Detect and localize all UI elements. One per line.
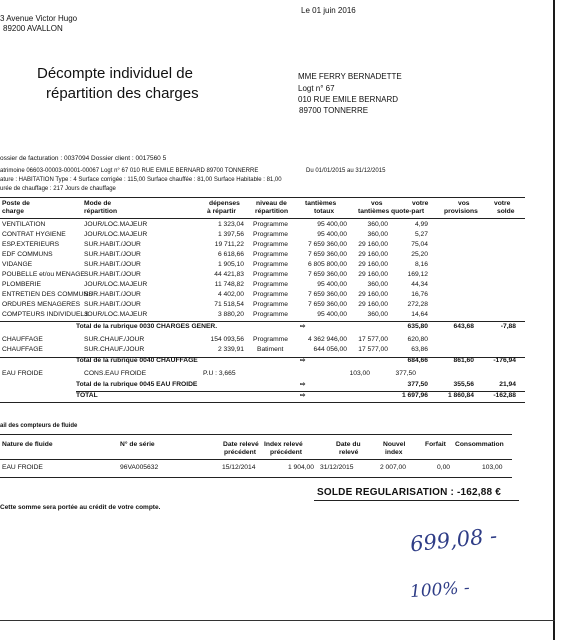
meters-title: ail des compteurs de fluide: [0, 423, 78, 429]
meters-col-date2b: relevé: [339, 449, 359, 456]
row-vos: 29 160,00: [358, 241, 388, 248]
row-vos: 360,00: [367, 281, 388, 288]
row-tantiemes: 4 362 946,00: [307, 336, 347, 343]
row-tantiemes: 95 400,00: [317, 311, 347, 318]
row-depenses: 44 421,83: [214, 271, 244, 278]
grand-total-quotepart: 1 697,96: [401, 392, 428, 399]
row-niveau: Batiment: [257, 346, 284, 353]
row-quotepart: 4,99: [414, 221, 428, 228]
total-0040-label: Total de la rubrique 0040 CHAUFFAGE: [76, 357, 198, 364]
page-bottom-edge: [0, 620, 555, 621]
row-vos: 360,00: [367, 311, 388, 318]
row-depenses: 6 618,66: [217, 251, 244, 258]
row-niveau: Programme: [253, 281, 288, 288]
meter-index2: 2 007,00: [379, 464, 406, 471]
meters-col-serie: N° de série: [120, 441, 155, 448]
meter-date1: 15/12/2014: [222, 464, 256, 471]
col-tantiemes: tantièmes: [305, 200, 337, 207]
col-votre-2: quote-part: [391, 208, 425, 215]
row-depenses: 2 339,91: [217, 346, 244, 353]
row-vos: 29 160,00: [358, 271, 388, 278]
row-quotepart: 5,27: [414, 231, 428, 238]
row-mode: SUR.CHAUF./JOUR: [84, 336, 145, 343]
col-vosprov-2: provisions: [444, 208, 478, 215]
row-poste: CHAUFFAGE: [2, 346, 43, 353]
row-mode: SUR.HABIT./JOUR: [84, 291, 141, 298]
row-quotepart: 14,64: [411, 311, 428, 318]
grand-total-row: [0, 391, 553, 401]
col-votresolde-2: solde: [497, 208, 515, 215]
table-row: [0, 280, 553, 290]
row-poste: EDF COMMUNS: [2, 251, 53, 258]
grand-total-solde: -162,88: [493, 392, 516, 399]
col-poste: Poste de: [2, 200, 30, 207]
sender-address-line2: 89200 AVALLON: [3, 24, 63, 33]
meters-col-date2: Date du: [336, 441, 361, 448]
total-0045-provisions: 355,56: [453, 381, 474, 388]
handwritten-percent: 100% -: [409, 577, 471, 603]
row-niveau: Programme: [253, 291, 288, 298]
row-niveau: Programme: [253, 221, 288, 228]
total-0040-provisions: 861,60: [453, 357, 474, 364]
table-row: [0, 270, 553, 280]
meters-header-2: [0, 448, 553, 458]
meter-index1: 1 904,00: [287, 464, 314, 471]
arrow-icon: ⇨: [300, 392, 306, 399]
sender-address-line1: 3 Avenue Victor Hugo: [0, 14, 78, 23]
col-depenses-2: à répartir: [207, 208, 236, 215]
col-mode: Mode de: [84, 200, 112, 207]
col-mode-2: répartition: [84, 208, 118, 215]
row-niveau: Programme: [253, 231, 288, 238]
nature-info: ature : HABITATION Type : 4 Surface corrigée : 115,00 Surface chauffée : 81,00 Surface Habitable : 81,00: [0, 177, 282, 183]
table-header-2: [0, 207, 553, 217]
row-mode: SUR.HABIT./JOUR: [84, 271, 141, 278]
meter-nature: EAU FROIDE: [2, 464, 43, 471]
solde-underline: [314, 500, 519, 501]
meters-header-rule: [0, 459, 512, 460]
total-0030-label: Total de la rubrique 0030 CHARGES GENER.: [76, 323, 218, 330]
row-poste: VENTILATION: [2, 221, 46, 228]
row-depenses: 1 905,10: [217, 261, 244, 268]
row-depenses: 19 711,22: [214, 241, 244, 248]
row-poste: ORDURES MENAGERES: [2, 301, 81, 308]
row-quotepart: 169,12: [407, 271, 428, 278]
row-mode: JOUR/LOC.MAJEUR: [84, 311, 148, 318]
row-poste: EAU FROIDE: [2, 370, 43, 377]
table-top-rule: [0, 197, 525, 198]
row-mode: CONS.EAU FROIDE: [84, 370, 147, 377]
meters-col-index1: Index relevé: [264, 441, 303, 448]
meter-serie: 96VA005632: [120, 464, 159, 471]
row-poste: COMPTEURS INDIVIDUELS: [2, 311, 89, 318]
table-header-rule: [0, 218, 525, 219]
row-vos: 29 160,00: [358, 301, 388, 308]
total-0030-provisions: 643,68: [453, 323, 474, 330]
meters-top-rule: [0, 434, 512, 435]
row-tantiemes: 7 659 360,00: [307, 251, 347, 258]
grand-total-label: TOTAL: [76, 392, 98, 399]
row-niveau: Programme: [253, 311, 288, 318]
table-row: [0, 369, 553, 379]
arrow-icon: ⇨: [300, 323, 306, 330]
row-depenses: 1 323,04: [217, 221, 244, 228]
col-vosprov: vos: [458, 200, 470, 207]
document-title-line2: répartition des charges: [46, 85, 199, 102]
row-tantiemes: 95 400,00: [317, 281, 347, 288]
row-quotepart: 75,04: [411, 241, 428, 248]
grand-total-provisions: 1 860,84: [447, 392, 474, 399]
page-right-edge: [553, 0, 555, 640]
table-row: [0, 345, 553, 355]
row-tantiemes: 7 659 360,00: [307, 271, 347, 278]
arrow-icon: ⇨: [300, 381, 306, 388]
row-depenses: 3 880,20: [217, 311, 244, 318]
meters-col-date1b: précédent: [224, 449, 256, 456]
recipient-name: MME FERRY BERNADETTE: [298, 72, 402, 81]
total-row-0045: [0, 380, 553, 390]
table-row: [0, 220, 553, 230]
row-vos: 17 577,00: [358, 346, 388, 353]
row-depenses: 1 397,56: [217, 231, 244, 238]
recipient-logement: Logt n° 67: [298, 84, 335, 93]
row-quotepart: 377,50: [395, 370, 416, 377]
meter-conso: 103,00: [482, 464, 503, 471]
total-row-0040: [0, 356, 553, 366]
col-niveau-2: répartition: [255, 208, 289, 215]
row-poste: CHAUFFAGE: [2, 336, 43, 343]
row-vos: 103,00: [349, 370, 370, 377]
row-poste: VIDANGE: [2, 261, 33, 268]
row-depenses: 71 518,54: [214, 301, 244, 308]
arrow-icon: ⇨: [300, 357, 306, 364]
row-vos: 29 160,00: [358, 291, 388, 298]
table-row: [0, 250, 553, 260]
table-row: [0, 310, 553, 320]
row-quotepart: 620,80: [407, 336, 428, 343]
document-date: Le 01 juin 2016: [301, 6, 356, 15]
total-0045-label: Total de la rubrique 0045 EAU FROIDE: [76, 381, 198, 388]
row-poste: CONTRAT HYGIENE: [2, 231, 66, 238]
meters-col-index2: Nouvel: [383, 441, 406, 448]
row-vos: 29 160,00: [358, 261, 388, 268]
recipient-street: 010 RUE EMILE BERNARD: [298, 95, 399, 104]
col-depenses: dépenses: [209, 200, 240, 207]
row-mode: SUR.HABIT./JOUR: [84, 301, 141, 308]
row-mode: SUR.HABIT./JOUR: [84, 261, 141, 268]
row-tantiemes: 95 400,00: [317, 221, 347, 228]
row-mode: JOUR/LOC.MAJEUR: [84, 281, 148, 288]
total-0040-solde: -176,94: [493, 357, 516, 364]
row-tantiemes: 7 659 360,00: [307, 241, 347, 248]
row-niveau: Programme: [253, 271, 288, 278]
row-niveau: Programme: [253, 261, 288, 268]
row-mode: JOUR/LOC.MAJEUR: [84, 221, 148, 228]
col-votresolde: votre: [494, 200, 511, 207]
table-row: [0, 230, 553, 240]
handwritten-amount: 699,08 -: [408, 523, 499, 557]
dossier-info: ossier de facturation : 0037094 Dossier client : 0017560 5: [0, 155, 167, 162]
recipient-city: 89700 TONNERRE: [299, 106, 369, 115]
meters-col-index1b: précédent: [270, 449, 302, 456]
row-mode: SUR.CHAUF./JOUR: [84, 346, 145, 353]
row-tantiemes: 7 659 360,00: [307, 291, 347, 298]
patrimoine-info: atrimoine 06603-00003-00001-00067 Logt n° 67 010 RUE EMILE BERNARD 89700 TONNERRE: [0, 168, 259, 174]
row-mode: SUR.HABIT./JOUR: [84, 241, 141, 248]
meters-col-conso: Consommation: [455, 441, 504, 448]
meter-date2: 31/12/2015: [320, 464, 354, 471]
document-title-line1: Décompte individuel de: [37, 65, 193, 82]
row-depenses: 11 748,82: [214, 281, 244, 288]
total-0030-quotepart: 635,80: [407, 323, 428, 330]
meters-col-index2b: index: [385, 449, 403, 456]
row-poste: ESP.EXTERIEURS: [2, 241, 60, 248]
row-mode: SUR.HABIT./JOUR: [84, 251, 141, 258]
col-vos: vos: [371, 200, 383, 207]
row-depenses: 4 402,00: [217, 291, 244, 298]
meters-col-forfait: Forfait: [425, 441, 446, 448]
row-tantiemes: 644 056,00: [313, 346, 347, 353]
table-row: [0, 335, 553, 345]
row-niveau: Programme: [253, 336, 288, 343]
meter-row: [0, 463, 553, 473]
period-info: Du 01/01/2015 au 31/12/2015: [306, 168, 386, 174]
col-vos-2: tantièmes: [358, 208, 390, 215]
row-vos: 360,00: [367, 231, 388, 238]
row-vos: 29 160,00: [358, 251, 388, 258]
row-mode: JOUR/LOC.MAJEUR: [84, 231, 148, 238]
table-row: [0, 240, 553, 250]
row-tantiemes: 7 659 360,00: [307, 301, 347, 308]
total-row-0030: [0, 322, 553, 332]
table-row: [0, 290, 553, 300]
row-prix-unitaire: P.U : 3,665: [203, 370, 236, 377]
meters-col-date1: Date relevé: [223, 441, 259, 448]
row-niveau: Programme: [253, 301, 288, 308]
row-quotepart: 44,34: [411, 281, 428, 288]
row-niveau: Programme: [253, 241, 288, 248]
solde-regularisation: SOLDE REGULARISATION : -162,88 €: [317, 487, 502, 498]
duree-chauffage: urée de chauffage : 217 Jours de chauffage: [0, 186, 116, 192]
row-depenses: 154 093,56: [210, 336, 244, 343]
row-poste: PLOMBERIE: [2, 281, 42, 288]
meter-forfait: 0,00: [437, 464, 451, 471]
row-poste: POUBELLE et/ou MENAGE: [2, 271, 85, 278]
row-tantiemes: 95 400,00: [317, 231, 347, 238]
col-tantiemes-2: totaux: [314, 208, 335, 215]
credit-note: Cette somme sera portée au crédit de votre compte.: [0, 504, 161, 511]
row-poste: ENTRETIEN DES COMMUNS: [2, 291, 93, 298]
row-vos: 360,00: [367, 221, 388, 228]
row-niveau: Programme: [253, 251, 288, 258]
col-niveau: niveau de: [256, 200, 287, 207]
meters-bottom-rule: [0, 477, 512, 478]
col-votre: votre: [412, 200, 429, 207]
total-0040-quotepart: 684,66: [407, 357, 428, 364]
row-quotepart: 25,20: [411, 251, 428, 258]
meters-col-nature: Nature de fluide: [2, 441, 53, 448]
row-tantiemes: 6 805 800,00: [307, 261, 347, 268]
total-0030-solde: -7,88: [500, 323, 516, 330]
row-vos: 17 577,00: [358, 336, 388, 343]
row-quotepart: 63,86: [411, 346, 428, 353]
total-0045-solde: 21,94: [499, 381, 516, 388]
row-quotepart: 16,76: [411, 291, 428, 298]
table-row: [0, 300, 553, 310]
total-0045-quotepart: 377,50: [407, 381, 428, 388]
row-quotepart: 272,28: [407, 301, 428, 308]
row-quotepart: 8,16: [414, 261, 428, 268]
col-poste-2: charge: [2, 208, 24, 215]
table-row: [0, 260, 553, 270]
table-bottom-rule: [0, 402, 525, 403]
